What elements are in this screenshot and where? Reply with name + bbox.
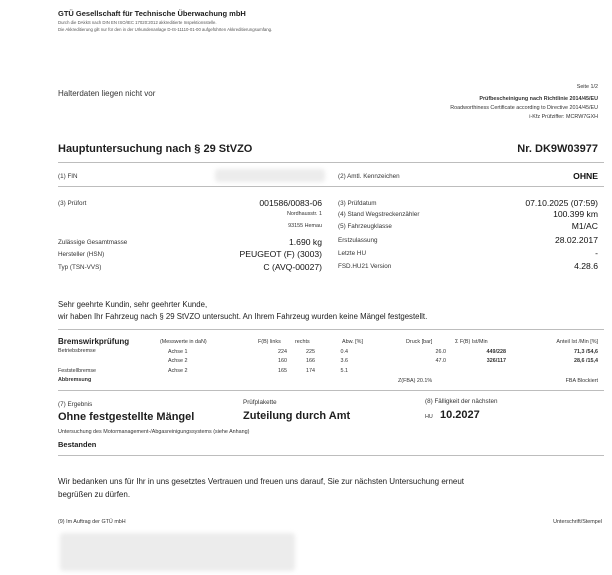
- vehicle-class-label: (5) Fahrzeugklasse: [338, 223, 392, 230]
- brake-row-share: 71,3 /54,6: [574, 349, 598, 355]
- fin-label: (1) FIN: [58, 173, 78, 180]
- col-pressure: Druck [bar]: [406, 339, 433, 345]
- fsd-value: 4.28.6: [574, 261, 598, 271]
- emission-result: Bestanden: [58, 440, 97, 449]
- inspector-id: i-Kfz Prüfziffer: MCRW7GXH: [529, 114, 598, 120]
- sticker-label: Prüfplakette: [243, 399, 277, 406]
- on-behalf-label: (9) Im Auftrag der GTÜ mbH: [58, 519, 126, 525]
- brake-row-axle: Achse 1: [168, 349, 188, 355]
- due-value: 10.2027: [440, 409, 480, 421]
- brake-row-deviation: 3.6: [340, 358, 348, 364]
- due-label: (8) Fälligkeit der nächsten: [425, 398, 498, 405]
- last-hu-value: -: [595, 248, 598, 258]
- brake-row-left: 165: [278, 368, 287, 374]
- gross-weight-label: Zulässige Gesamtmasse: [58, 239, 128, 246]
- col-measured: (Messwerte in daN): [160, 339, 207, 345]
- test-date-value: 07.10.2025 (07:59): [525, 198, 598, 208]
- organization-name: GTÜ Gesellschaft für Technische Überwachung mbH: [58, 9, 246, 18]
- testing-site-id: 001586/0083-06: [259, 198, 322, 208]
- result-label: (7) Ergebnis: [58, 401, 93, 408]
- document-number: Nr. DK9W03977: [517, 143, 598, 155]
- brake-row-right: 166: [306, 358, 315, 364]
- result-divider: [58, 455, 604, 456]
- brake-row-axle: Achse 2: [168, 368, 188, 374]
- zfba-value: Z(FBA) 20.1%: [398, 378, 433, 384]
- sticker-value: Zuteilung durch Amt: [243, 410, 351, 422]
- col-fb-left: F(B) links: [258, 339, 281, 345]
- col-right: rechts: [295, 339, 310, 345]
- brake-row-left: 224: [278, 349, 287, 355]
- greeting-divider: [58, 329, 604, 330]
- plate-value: OHNE: [573, 171, 598, 181]
- brake-row-sum: 449/228: [486, 349, 506, 355]
- plate-label: (2) Amtl. Kennzeichen: [338, 173, 400, 180]
- first-registration-label: Erstzulassung: [338, 237, 378, 244]
- closing-line-2: begrüßen zu dürfen.: [58, 490, 131, 499]
- brake-row-pressure: 26.0: [435, 349, 446, 355]
- braking-label: Abbremsung: [58, 377, 92, 383]
- certificate-title-en: Roadworthiness Certificate according to Directive 2014/45/EU: [450, 105, 598, 111]
- brake-row-right: 174: [306, 368, 315, 374]
- col-deviation: Abw. [%]: [342, 339, 363, 345]
- first-registration-value: 28.02.2017: [554, 235, 598, 245]
- main-title: Hauptuntersuchung nach § 29 StVZO: [58, 143, 253, 155]
- result-value: Ohne festgestellte Mängel: [58, 411, 195, 423]
- last-hu-label: Letzte HU: [338, 250, 366, 257]
- manufacturer-label: Hersteller (HSN): [58, 251, 105, 258]
- accreditation-line-1: Durch die DAkkS nach DIN EN ISO/IEC 17020:2012 akkreditierte Inspektionsstelle.: [58, 20, 217, 25]
- city: 93155 Hemau: [288, 223, 322, 229]
- fin-divider: [58, 186, 604, 187]
- greeting-line-2: wir haben Ihr Fahrzeug nach § 29 StVZO untersucht. An Ihrem Fahrzeug wurden keine Mängel festgestellt.: [58, 312, 428, 321]
- testing-site-label: (3) Prüfort: [58, 200, 87, 207]
- signature-redacted: [60, 533, 295, 571]
- greeting-line-1: Sehr geehrte Kundin, sehr geehrter Kunde,: [58, 300, 208, 309]
- col-share: Anteil Ist /Min [%]: [556, 339, 598, 345]
- manufacturer-value: PEUGEOT (F) (3003): [239, 249, 322, 259]
- service-brake-label: Betriebsbremse: [58, 348, 96, 354]
- fba-blocked: FBA Blockiert: [565, 378, 598, 384]
- title-divider: [58, 162, 604, 163]
- type-label: Typ (TSN-VVS): [58, 264, 102, 271]
- street: Nordhausstr. 1: [286, 211, 322, 217]
- page-number: Seite 1/2: [576, 84, 598, 90]
- certificate-title-de: Prüfbescheinigung nach Richtlinie 2014/45/EU: [479, 96, 598, 102]
- brake-row-pressure: 47.0: [435, 358, 446, 364]
- brake-test-title: Bremswirkprüfung: [58, 337, 130, 346]
- brake-divider: [58, 390, 604, 391]
- signature-label: Unterschrift/Stempel: [553, 519, 602, 525]
- brake-row-right: 225: [306, 349, 315, 355]
- fsd-label: FSD.HU21 Version: [338, 263, 392, 270]
- type-value: C (AVQ-00027): [263, 262, 322, 272]
- holder-note: Halterdaten liegen nicht vor: [58, 89, 156, 98]
- brake-row-left: 160: [278, 358, 287, 364]
- fin-redacted: [215, 169, 325, 182]
- test-date-label: (3) Prüfdatum: [338, 200, 377, 207]
- brake-row-deviation: 5.1: [340, 368, 348, 374]
- closing-line-1: Wir bedanken uns für Ihr in uns gesetztes Vertrauen und freuen uns darauf, Sie zur nächsten Untersuchung erneut: [58, 477, 465, 486]
- mileage-label: (4) Stand Wegstreckenzähler: [338, 211, 420, 218]
- brake-row-axle: Achse 2: [168, 358, 188, 364]
- brake-row-share: 28,6 /15,4: [574, 358, 598, 364]
- col-sum: Σ F(B) Ist/Min: [455, 339, 488, 345]
- parking-brake-label: Feststellbremse: [58, 368, 97, 374]
- gross-weight-value: 1.690 kg: [289, 237, 322, 247]
- brake-row-sum: 326/117: [486, 358, 506, 364]
- due-prefix: HU: [425, 414, 433, 420]
- emission-note: Untersuchung des Motormanagement-/Abgasreinigungssystems (siehe Anhang): [58, 429, 250, 435]
- brake-row-deviation: 0.4: [340, 349, 348, 355]
- vehicle-class-value: M1/AC: [571, 221, 598, 231]
- mileage-value: 100.399 km: [553, 209, 598, 219]
- accreditation-line-2: Die Akkreditierung gilt nur für den in der Urkundenanlage D-IS-11110-01-00 aufgeführten Akkreditierungsumfang.: [58, 27, 273, 32]
